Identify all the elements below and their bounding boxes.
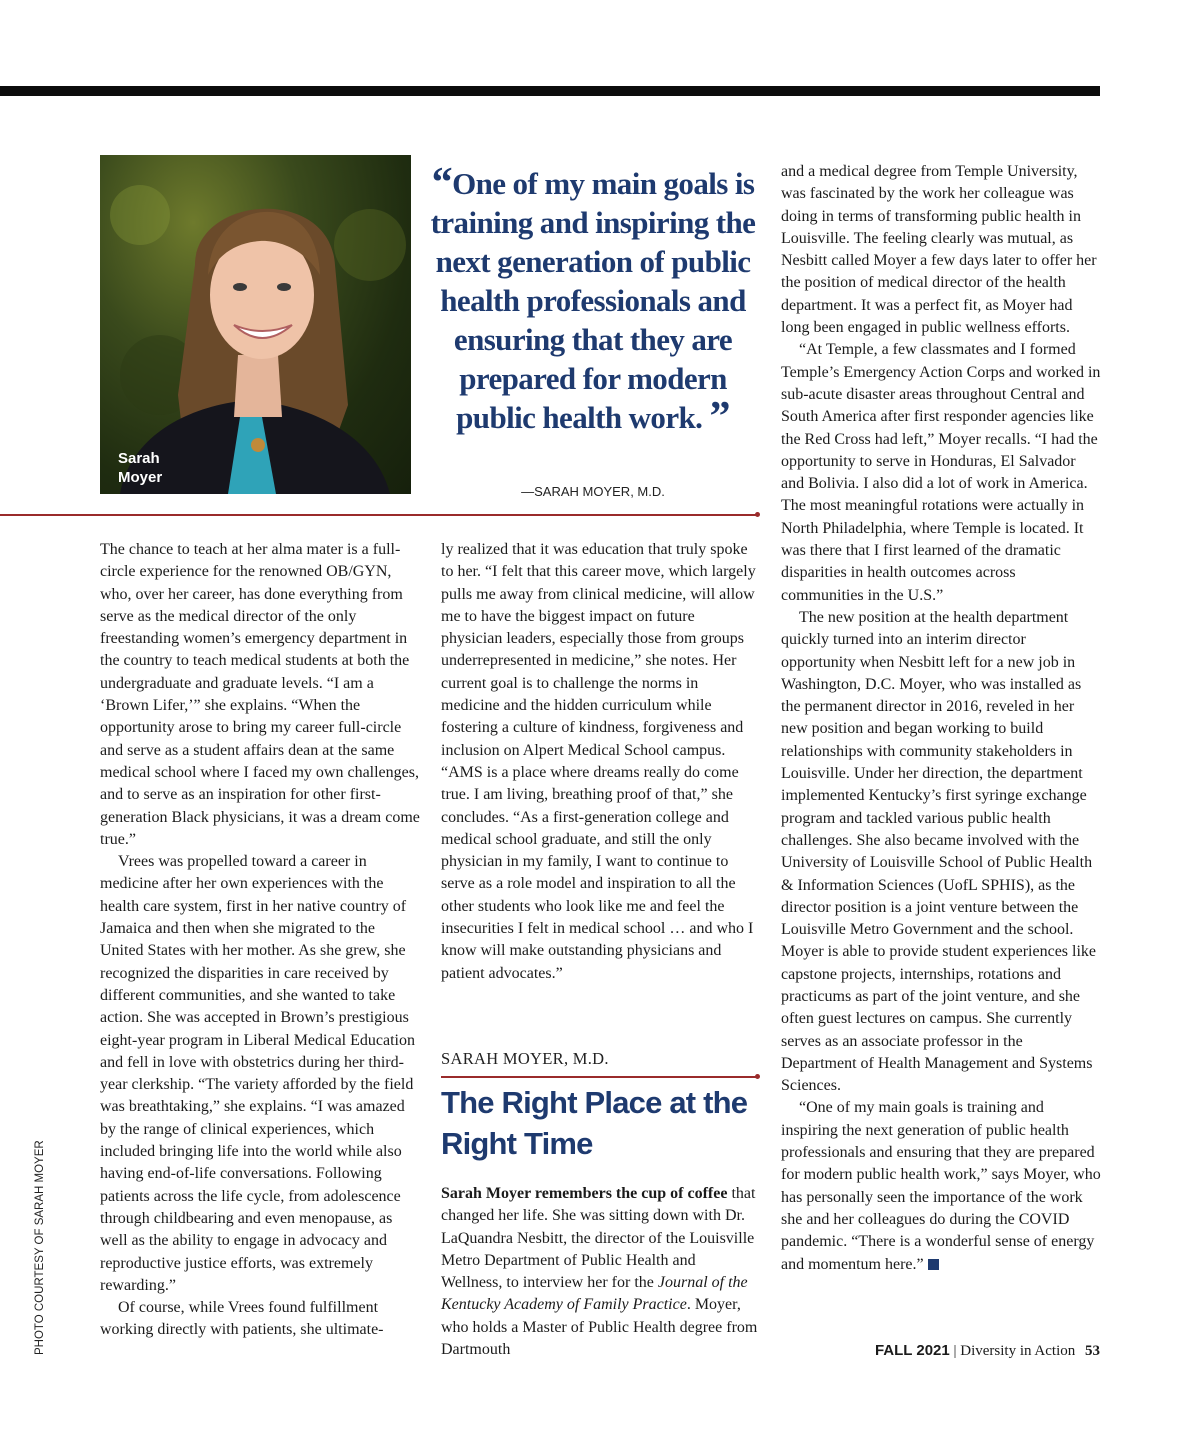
column-1: [100, 539, 420, 1342]
lead-text-end: . Moyer, who holds a Master of Public Health degree from Dartmouth: [441, 1296, 758, 1359]
page-number: 53: [1085, 1343, 1100, 1359]
section-headline: The Right Place at the Right Time: [441, 1085, 748, 1161]
journal-title: Journal of the Kentucky Academy of Family Practice: [441, 1274, 748, 1314]
photo-caption: [118, 449, 162, 487]
paragraph: [781, 1097, 1101, 1275]
lead-text: that changed her life. She was sitting down with Dr. LaQuandra Nesbitt, the director of the Louisville Metro Department of Public Health and Wellness, to interview her for the: [441, 1185, 756, 1292]
pull-quote-attribution: —SARAH MOYER, M.D.: [521, 484, 665, 499]
caption-first-name: Sarah: [118, 450, 160, 467]
kicker-rule: [441, 1076, 758, 1078]
open-quote-mark: “: [431, 160, 453, 206]
end-mark-icon: [928, 1259, 939, 1270]
section-lead: [441, 1183, 759, 1361]
caption-last-name: Moyer: [118, 469, 163, 486]
issue-label: FALL 2021: [874, 1342, 950, 1359]
portrait-illustration: [100, 155, 411, 494]
pull-quote: [428, 160, 758, 440]
paragraph: The new position at the health department quickly turned into an interim director opportunity when Nesbitt left for a new job in Washington, D.C. Moyer, who was installed as the permanent director in 2016, reveled in her new position and began working to build relationships with community stakeholders in Louisville. Under her direction, the department implemented Kentucky’s first syringe exchange program and tackled various public health challenges. She also became involved with the University of Louisville School of Public Health & Information Sciences (UofL SPHIS), as the director position is a joint venture between the Louisville Metro Government and the school. Moyer is able to provide student experiences like capstone projects, internships, rotations and practicums as part of the joint venture, and she often guest lectures on campus. She currently serves as an associate professor in the Department of Health Management and Systems Sciences.: [781, 608, 1097, 1095]
paragraph: The chance to teach at her alma mater is a full-circle experience for the renowned OB/GYN, who, over her career, has done everything from serve as the medical director of the only freestanding women’s emergency department in the country to teach medical students at both the undergraduate and graduate levels. “I am a ‘Brown Lifer,’” she explains. “When the opportunity arose to bring my career full-circle and serve as a student affairs dean at the same medical school where I faced my own challenges, and to serve as an inspiration for other first-generation Black physicians, it was a dream come true.”: [100, 541, 420, 848]
paragraph: “At Temple, a few classmates and I formed Temple’s Emergency Action Corps and worked in sub-acute disaster areas throughout Central and South America after first responder agencies like the Red Cross had left,” Moyer recalls. “I had the opportunity to serve in Honduras, El Salvador and Bolivia. I also did a lot of work in America. The most meaningful rotations were actually in North Philadelphia, where Temple is located. It was there that I first learned of the dramatic disparities in health outcomes across communities in the U.S.”: [781, 341, 1101, 604]
lead-bold: Sarah Moyer remembers the cup of coffee: [441, 1185, 728, 1202]
closing-paragraph-text: “One of my main goals is training and inspiring the next generation of public health professionals and ensuring that they are prepared for modern public health work,” says Moyer, who has personally seen the importance of the work she and her colleagues do during the COVID pandemic. “There is a wonderful sense of energy and momentum here.”: [781, 1099, 1101, 1273]
paragraph: Of course, while Vrees found fulfillment working directly with patients, she ultimate-: [100, 1299, 384, 1339]
column-3: [781, 161, 1101, 1276]
column-2: [441, 539, 759, 985]
photo-credit: PHOTO COURTESY OF SARAH MOYER: [34, 1140, 46, 1355]
page-folio: [875, 1342, 1100, 1360]
section-kicker: SARAH MOYER, M.D.: [441, 1049, 609, 1068]
pull-quote-text: One of my main goals is training and inspiring the next generation of public health professionals and ensuring that they are prepared for modern public health work.: [430, 166, 756, 435]
publication-name: Diversity in Action: [960, 1343, 1076, 1359]
lead-paragraph: [441, 1183, 759, 1361]
paragraph: and a medical degree from Temple University, was fascinated by the work her colleague was doing in terms of transforming public health in Louisville. The feeling clearly was mutual, as Nesbitt called Moyer a few days later to offer her the position of medical director of the health department. It was a perfect fit, as Moyer had long been engaged in public wellness efforts.: [781, 163, 1097, 337]
folio-separator: |: [953, 1343, 957, 1359]
paragraph: ly realized that it was education that truly spoke to her. “I felt that this career move, which largely pulls me away from clinical medicine, will allow me to have the biggest impact on future physician leaders, especially those from groups underrepresented in medicine,” she notes. Her current goal is to challenge the norms in medicine and the hidden curriculum while fostering a culture of kindness, forgiveness and inclusion on Alpert Medical School campus. “AMS is a place where dreams really do come true. I am living, breathing proof of that,” she concludes. “As a first-generation college and medical school graduate, and still the only physician in my family, I want to continue to serve as a role model and inspiration to all the other students who look like me and feel the insecurities I felt in medical school … and who I know will make outstanding physicians and patient advocates.”: [441, 541, 756, 982]
paragraph: Vrees was propelled toward a career in medicine after her own experiences with the health care system, first in her native country of Jamaica and then when she migrated to the United States with her mother. As she grew, she recognized the disparities in care received by different communities, and she wanted to take action. She was accepted in Brown’s prestigious eight-year program in Liberal Medical Education and fell in love with obstetrics during her third-year clerkship. “The variety afforded by the field was breathtaking,” she explains. “I was amazed by the range of clinical experiences, which included bringing life into the world while also having end-of-life conversations. Following patients across the life cycle, from adolescence through childbearing and even menopause, as well as the ability to engage in advocacy and reproductive justice efforts, was extremely rewarding.”: [100, 853, 415, 1294]
portrait-photo: [100, 155, 411, 494]
close-quote-mark: ”: [709, 394, 730, 440]
top-rule: [0, 86, 1100, 96]
section-divider-rule: [0, 514, 758, 516]
